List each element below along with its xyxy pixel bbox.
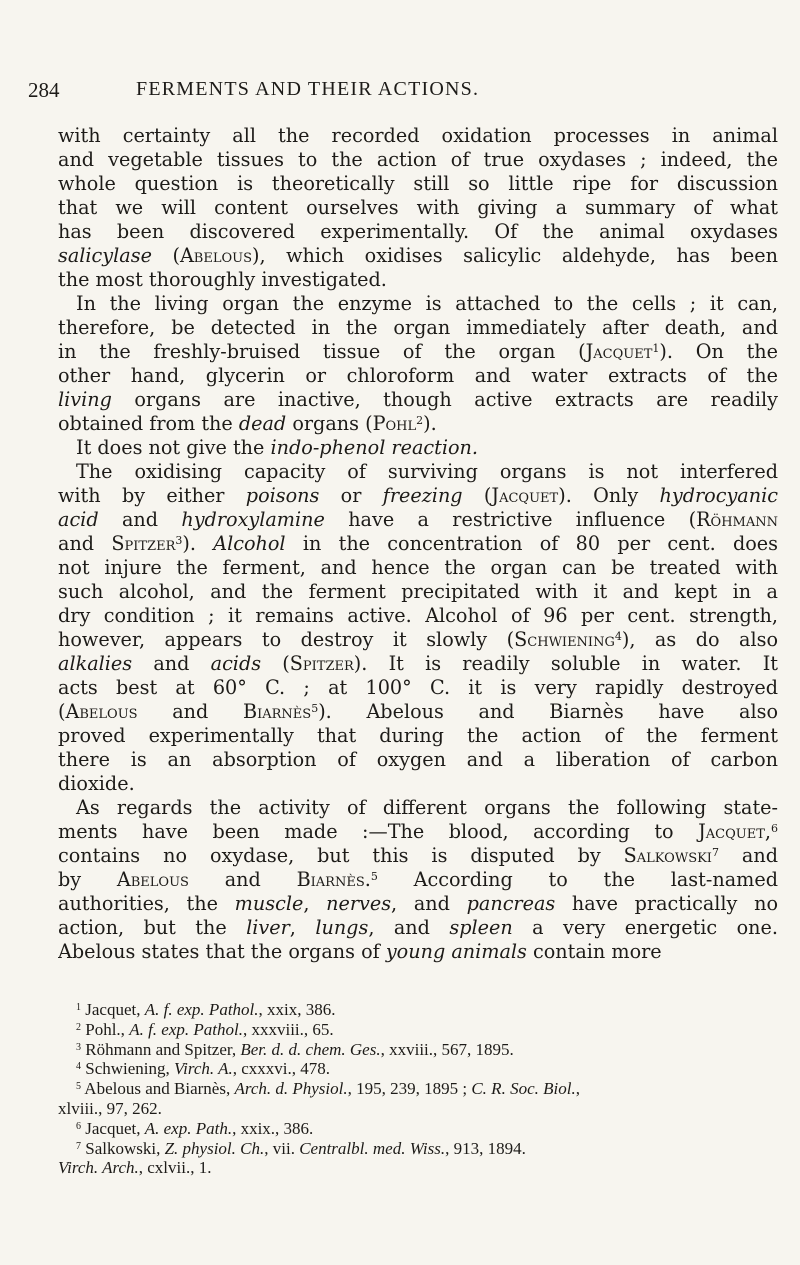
footnote-mark: 2 xyxy=(76,1021,81,1033)
footnote: $^6$ Jacquet, A. exp. Path., xxix., 386. xyxy=(76,1118,314,1138)
text-line: ments have been made :—The blood, according to Jacquet,$^6$ xyxy=(58,820,778,843)
text-line: As regards the activity of different organs the following state- xyxy=(76,796,778,819)
text-line: other hand, glycerin or chloroform and water extracts of the xyxy=(58,364,778,387)
text-line: with certainty all the recorded oxidation processes in animal xyxy=(58,124,778,147)
text-line: action, but the liver, lungs, and spleen a very energetic one. xyxy=(58,916,778,939)
text-line: by Abelous and Biarnès.$^5$ According to the last-named xyxy=(58,868,778,891)
page-number: 284 xyxy=(28,78,60,102)
text-line: whole question is theoretically still so little ripe for discussion xyxy=(58,172,778,195)
text-line: In the living organ the enzyme is attached to the cells ; it can, xyxy=(76,292,778,315)
footnote: $^1$ Jacquet, A. f. exp. Pathol., xxix, 386. xyxy=(76,1000,336,1019)
text-line: that we will content ourselves with giving a summary of what xyxy=(58,196,778,219)
footnote-mark: 1 xyxy=(76,1002,81,1013)
footnote-mark: 4 xyxy=(76,1061,81,1073)
paragraph xyxy=(58,124,778,292)
footnote: $^3$ Röhmann and Spitzer, Ber. d. d. chem. Ges., xxviii., 567, 1895. xyxy=(76,1039,514,1059)
main-text xyxy=(58,124,778,964)
text-line: with by either poisons or freezing (Jacquet). Only hydrocyanic xyxy=(58,484,778,507)
text-line: dioxide. xyxy=(58,772,135,795)
text-line: The oxidising capacity of surviving organs is not interfered xyxy=(76,460,778,483)
running-title: FERMENTS AND THEIR ACTIONS. xyxy=(136,78,480,100)
text-line: and Spitzer$^3$). Alcohol in the concentration of 80 per cent. does xyxy=(58,532,778,555)
text-line: acts best at 60° C. ; at 100° C. it is very rapidly destroyed xyxy=(58,676,778,699)
text-line: acid and hydroxylamine have a restrictive influence (Röhmann xyxy=(58,508,778,531)
text-line: obtained from the dead organs (Pohl$^2$). xyxy=(58,412,437,435)
paragraph xyxy=(58,292,778,436)
footnote: Virch. Arch., cxlvii., 1. xyxy=(58,1158,212,1178)
paragraph xyxy=(58,436,778,460)
text-line: therefore, be detected in the organ immediately after death, and xyxy=(58,316,778,339)
footnotes xyxy=(58,1000,778,1178)
text-line: in the freshly-bruised tissue of the organ (Jacquet$^1$). On the xyxy=(58,340,778,363)
text-line: It does not give the indo-phenol reaction. xyxy=(76,436,479,459)
paragraph xyxy=(58,796,778,964)
text-line: and vegetable tissues to the action of true oxydases ; indeed, the xyxy=(58,148,778,171)
footnote-mark: 7 xyxy=(76,1140,81,1152)
footnote-mark: 5 xyxy=(76,1081,81,1093)
text-line: (Abelous and Biarnès$^5$). Abelous and Biarnès have also xyxy=(58,700,778,723)
footnote: $^2$ Pohl., A. f. exp. Pathol., xxxviii., 65. xyxy=(76,1019,334,1039)
page-header xyxy=(28,78,768,108)
text-line: authorities, the muscle, nerves, and pancreas have practically no xyxy=(58,892,778,915)
text-line: dry condition ; it remains active. Alcohol of 96 per cent. strength, xyxy=(58,604,778,627)
text-line: Abelous states that the organs of young animals contain more xyxy=(58,940,662,963)
text-line: contains no oxydase, but this is disputed by Salkowski$^7$ and xyxy=(58,844,778,867)
paragraph xyxy=(58,460,778,796)
text-line: however, appears to destroy it slowly (Schwiening$^4$), as do also xyxy=(58,628,778,651)
text-line: proved experimentally that during the action of the ferment xyxy=(58,724,778,747)
footnote-mark: 6 xyxy=(76,1120,81,1132)
footnote-mark: 3 xyxy=(76,1041,81,1053)
footnote: $^7$ Salkowski, Z. physiol. Ch., vii. Centralbl. med. Wiss., 913, 1894. xyxy=(76,1138,526,1158)
text-line: salicylase (Abelous), which oxidises salicylic aldehyde, has been xyxy=(58,244,778,267)
text-line: there is an absorption of oxygen and a liberation of carbon xyxy=(58,748,778,771)
text-line: living organs are inactive, though active extracts are readily xyxy=(58,388,778,411)
text-line: such alcohol, and the ferment precipitated with it and kept in a xyxy=(58,580,778,603)
text-line: the most thoroughly investigated. xyxy=(58,268,387,291)
text-line: not injure the ferment, and hence the organ can be treated with xyxy=(58,556,778,579)
footnote: $^4$ Schwiening, Virch. A., cxxxvi., 478. xyxy=(76,1059,331,1079)
footnote: $^5$ Abelous and Biarnès, Arch. d. Physiol., 195, 239, 1895 ; C. R. Soc. Biol., xyxy=(76,1079,580,1099)
text-line: alkalies and acids (Spitzer). It is readily soluble in water. It xyxy=(58,652,778,675)
footnote: xlviii., 97, 262. xyxy=(58,1098,162,1118)
text-line: has been discovered experimentally. Of the animal oxydases xyxy=(58,220,778,243)
